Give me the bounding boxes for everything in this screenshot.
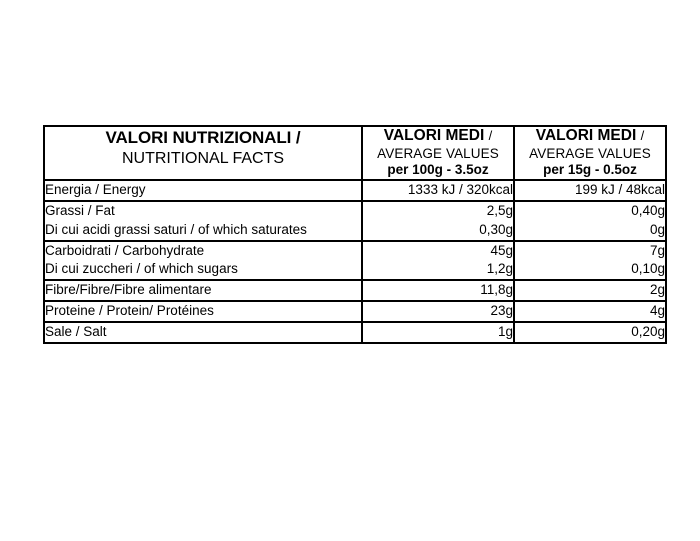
nutrient-label [44,180,362,201]
value-per-100g [362,180,514,201]
nutrient-label [44,280,362,301]
header-per-100g-main [363,127,513,146]
nutrient-label-line: Proteine / Protein/ Protéines [45,303,214,319]
table-row [44,201,666,241]
header-per-15g-separator: / [640,128,645,143]
value-per-15g-line: 7g [649,242,665,258]
table-row [44,301,666,322]
header-per-100g-sub: AVERAGE VALUES [377,145,499,161]
value-per-15g-line: 0,10g [631,261,665,277]
value-per-15g [514,180,666,201]
value-per-100g [362,201,514,241]
header-per-100g-basis: per 100g - 3.5oz [387,162,489,178]
value-per-100g-line: 23g [490,303,513,319]
value-per-100g-line: 1333 kJ / 320kcal [407,181,513,197]
table-header-row [44,126,666,180]
nutrient-label [44,301,362,322]
table-row [44,322,666,343]
header-per-15g-cell [514,126,666,180]
table-header [44,126,666,180]
header-per-100g-separator: / [488,128,493,143]
value-per-100g-line: 45g [490,242,513,258]
header-title-english: NUTRITIONAL FACTS [121,150,285,168]
value-per-100g [362,280,514,301]
value-per-15g [514,301,666,322]
header-per-15g-main [515,127,665,146]
nutrient-label-line: Di cui zuccheri / of which sugars [45,261,238,277]
nutrient-label [44,241,362,281]
table-row [44,180,666,201]
table-row [44,280,666,301]
value-per-100g-line: 11,8g [480,282,513,298]
value-per-100g [362,322,514,343]
nutrient-label [44,322,362,343]
nutrient-label-line: Fibre/Fibre/Fibre alimentare [45,282,212,298]
nutrient-label-line: Sale / Salt [45,324,107,340]
table-body [44,180,666,343]
nutrient-label-line: Di cui acidi grassi saturi / of which saturates [45,221,307,237]
header-per-15g-sub: AVERAGE VALUES [529,145,651,161]
value-per-15g-line: 2g [649,282,665,298]
value-per-15g-line: 0g [649,221,665,237]
nutrient-label-line: Energia / Energy [45,181,146,197]
value-per-100g [362,241,514,281]
value-per-15g [514,280,666,301]
value-per-100g-line: 2,5g [486,202,513,218]
header-title-italian: VALORI NUTRIZIONALI / [105,128,301,147]
header-per-100g-main-text: VALORI MEDI [383,127,485,144]
header-per-100g-cell [362,126,514,180]
header-title-cell [44,126,362,180]
nutrition-facts-panel [43,125,665,344]
header-per-15g-main-text: VALORI MEDI [535,127,637,144]
header-per-15g-basis: per 15g - 0.5oz [543,162,637,178]
nutrition-facts-table [43,125,667,344]
value-per-15g-line: 0,20g [631,324,665,340]
value-per-100g-line: 0,30g [479,221,513,237]
nutrient-label-line: Carboidrati / Carbohydrate [45,242,205,258]
value-per-15g-line: 199 kJ / 48kcal [574,181,665,197]
value-per-15g [514,322,666,343]
nutrient-label [44,201,362,241]
value-per-100g-line: 1,2g [486,261,513,277]
value-per-100g-line: 1g [497,324,513,340]
nutrient-label-line: Grassi / Fat [45,202,115,218]
value-per-15g [514,241,666,281]
value-per-15g [514,201,666,241]
table-row [44,241,666,281]
value-per-100g [362,301,514,322]
value-per-15g-line: 0,40g [631,202,665,218]
value-per-15g-line: 4g [649,303,665,319]
